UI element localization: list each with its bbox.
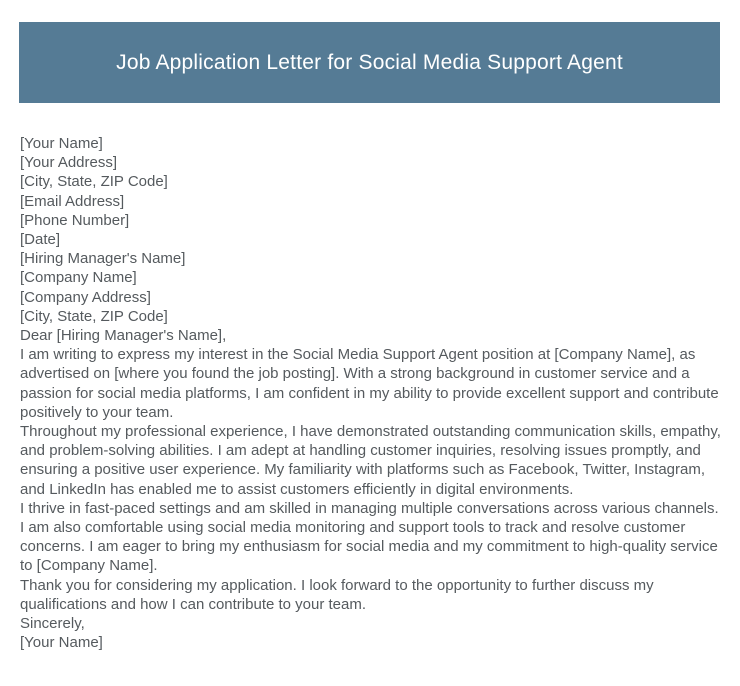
- letter-header-banner: [19, 22, 720, 103]
- sender-line: [Email Address]: [20, 192, 125, 210]
- recipient-line: [Hiring Manager's Name]: [20, 250, 186, 268]
- body-paragraph-4: Thank you for considering my application. I look forward to the opportunity to further discuss my qualifications and how I can contribute to your team.: [20, 576, 654, 613]
- recipient-line: [City, State, ZIP Code]: [20, 307, 168, 325]
- sender-line: [Your Address]: [20, 154, 118, 172]
- body-paragraph-2: Throughout my professional experience, I have demonstrated outstanding communication skills, empathy, and problem-solving abilities. I am adept at handling customer inquiries, resolving issues promptly, and ensuring a positive user experience. My familiarity with platforms such as Facebook, Twitter, Instagram, and LinkedIn has enabled me to assist customers efficiently in digital environments.: [20, 423, 721, 498]
- closing-block: [20, 614, 723, 652]
- recipient-address-block: [20, 249, 723, 326]
- letter-body: [20, 134, 723, 652]
- salutation: Dear [Hiring Manager's Name],: [20, 327, 227, 345]
- valediction: Sincerely,: [20, 615, 85, 633]
- sender-line: [Your Name]: [20, 135, 103, 152]
- sender-line: [Phone Number]: [20, 211, 130, 229]
- sender-line: [City, State, ZIP Code]: [20, 173, 168, 191]
- body-paragraph-3: I thrive in fast-paced settings and am skilled in managing multiple conversations across various channels. I am also comfortable using social media monitoring and support tools to track and resolve customer concerns. I am eager to bring my enthusiasm for social media and my commitment to high-quality service to [Company Name].: [20, 499, 719, 575]
- recipient-line: [Company Name]: [20, 269, 137, 287]
- signature-name: [Your Name]: [20, 634, 103, 652]
- recipient-line: [Company Address]: [20, 288, 151, 306]
- sender-address-block: [20, 134, 723, 249]
- sender-line: [Date]: [20, 231, 61, 249]
- page-title: Job Application Letter for Social Media Support Agent: [116, 50, 623, 74]
- body-paragraph-1: I am writing to express my interest in the Social Media Support Agent position at [Company Name], as advertised on [where you found the job posting]. With a strong background in customer service and a passion for social media platforms, I am confident in my ability to provide excellent support and contribute positively to your team.: [20, 346, 719, 421]
